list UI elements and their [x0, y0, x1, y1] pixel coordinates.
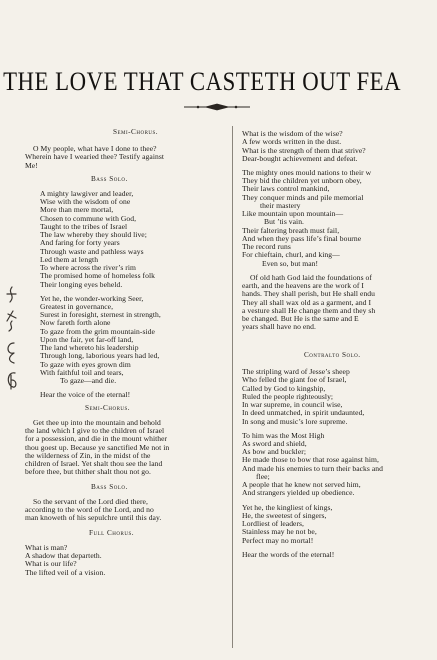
text-line: their mastery: [260, 201, 301, 210]
text-line: Greatest in governance,: [40, 302, 114, 311]
text-line: Like mountain upon mountain—: [242, 209, 344, 218]
text-line: To gaze—and die.: [60, 376, 117, 385]
text-line: To him was the Most High: [242, 431, 325, 440]
text-line: Wherein have I wearied thee? Testify against: [25, 152, 164, 161]
text-line: Led them at length: [40, 255, 99, 264]
text-line: hands. They shall perish, but He shall endu: [242, 289, 375, 298]
section-heading: Contralto Solo.: [304, 351, 361, 359]
text-line: They all shall wax old as a garment, and I: [242, 298, 372, 307]
text-line: Perfect may no mortal!: [242, 536, 314, 545]
text-line: So the servant of the Lord died there,: [33, 497, 148, 506]
text-line: To gaze with eyes grown dim: [40, 360, 131, 369]
text-line: They bid the children yet unborn obey,: [242, 176, 362, 185]
text-line: Ruled the people righteously;: [242, 392, 334, 401]
text-line: He, the sweetest of singers,: [242, 511, 327, 520]
handwritten-margin-note: [4, 285, 18, 397]
text-line: For chieftain, churl, and king—: [242, 250, 340, 259]
text-line: In war supreme, in council wise,: [242, 400, 343, 409]
text-line: Hear the words of the eternal!: [242, 550, 335, 559]
page-title: THE LOVE THAT CASTETH OUT FEA: [3, 66, 402, 96]
text-line: Stainless may he not be,: [242, 527, 317, 536]
text-line: according to the word of the Lord, and no: [25, 505, 154, 514]
text-line: What is the strength of them that strive?: [242, 146, 366, 155]
text-line: Through waste and pathless ways: [40, 247, 144, 256]
text-line: years shall have no end.: [242, 322, 316, 331]
text-line: They conquer minds and pile memorial: [242, 193, 364, 202]
text-line: Lordliest of leaders,: [242, 519, 304, 528]
text-line: A mighty lawgiver and leader,: [40, 189, 134, 198]
text-line: flee;: [256, 472, 270, 481]
text-line: What is the wisdom of the wise?: [242, 129, 343, 138]
text-line: O My people, what have I done to thee?: [33, 144, 157, 153]
text-line: And made his enemies to turn their backs and: [242, 464, 383, 473]
text-line: Their longing eyes beheld.: [40, 280, 123, 289]
text-line: The mighty ones mould nations to their w: [242, 168, 372, 177]
text-line: And faring for forty years: [40, 238, 120, 247]
text-line: be changed. But He is the same and E: [242, 314, 359, 323]
text-line: Their laws control mankind,: [242, 184, 330, 193]
text-line: Surest in foresight, sternest in strength,: [40, 310, 161, 319]
text-line: The land whereto his leadership: [40, 343, 139, 352]
text-line: Chosen to commune with God,: [40, 214, 137, 223]
text-line: Yet he, the wonder-working Seer,: [40, 294, 144, 303]
column-rule: [232, 126, 233, 648]
text-line: man knoweth of his sepulchre until this day.: [25, 513, 162, 522]
text-line: As sword and shield,: [242, 439, 307, 448]
text-line: As bow and buckler;: [242, 447, 307, 456]
text-line: Called by God to kingship,: [242, 384, 326, 393]
text-line: Upon the fair, yet far-off land,: [40, 335, 134, 344]
text-line: Yet he, the kingliest of kings,: [242, 503, 333, 512]
text-line: earth, and the heavens are the work of I: [242, 281, 364, 290]
text-line: thou goest up. Because ye sanctified Me not in: [25, 443, 170, 452]
text-line: a vesture shall He change them and they sh: [242, 306, 376, 315]
text-line: He made those to bow that rose against him,: [242, 455, 379, 464]
text-line: With faithful toil and tears,: [40, 368, 124, 377]
text-line: Taught to the tribes of Israel: [40, 222, 128, 231]
section-heading: Bass Solo.: [91, 175, 128, 183]
text-line: for a possession, and die in the mount whither: [25, 434, 168, 443]
text-line: the land which I give to the children of Israel: [25, 426, 165, 435]
text-line: In deed unmatched, in spirit undaunted,: [242, 408, 365, 417]
text-line: To gaze from the grim mountain-side: [40, 327, 155, 336]
text-line: before thee, but thither shalt thou not go.: [25, 467, 151, 476]
text-line: Me!: [25, 161, 38, 170]
text-line: Get thee up into the mountain and behold: [33, 418, 161, 427]
text-line: The law whereby they should live;: [40, 230, 147, 239]
text-line: The promised home of homeless folk: [40, 271, 155, 280]
title-ornament: [184, 103, 250, 111]
text-line: Of old hath God laid the foundations of: [250, 273, 372, 282]
text-line: The record runs: [242, 242, 291, 251]
section-heading: Bass Solo.: [91, 483, 128, 491]
text-line: To where across the river’s rim: [40, 263, 136, 272]
text-line: And strangers yielded up obedience.: [242, 488, 355, 497]
text-line: And when they pass life’s final bourne: [242, 234, 362, 243]
text-line: Wise with the wisdom of one: [40, 197, 131, 206]
text-line: The lifted veil of a vision.: [25, 568, 106, 577]
text-line: What is our life?: [25, 559, 77, 568]
text-line: But ’tis vain.: [264, 217, 305, 226]
text-line: Through long, laborious years had led,: [40, 351, 160, 360]
section-heading: Semi-Chorus.: [85, 404, 131, 412]
text-line: Who felled the giant foe of Israel,: [242, 375, 347, 384]
text-line: The stripling ward of Jesse’s sheep: [242, 367, 350, 376]
text-line: Dear-bought achievement and defeat.: [242, 154, 358, 163]
text-line: What is man?: [25, 543, 68, 552]
text-line: A people that he knew not served him,: [242, 480, 361, 489]
text-line: Their faltering breath must fail,: [242, 226, 340, 235]
section-heading: Semi-Chorus.: [113, 128, 159, 136]
section-heading: Full Chorus.: [89, 529, 135, 537]
text-line: In song and music’s lore supreme.: [242, 417, 348, 426]
text-line: Even so, but man!: [262, 259, 319, 268]
text-line: A shadow that departeth.: [25, 551, 102, 560]
text-line: Hear the voice of the eternal!: [40, 390, 131, 399]
text-line: More than mere mortal,: [40, 205, 114, 214]
text-line: the wilderness of Zin, in the midst of the: [25, 451, 151, 460]
text-line: A few words written in the dust.: [242, 137, 342, 146]
text-line: Now fareth forth alone: [40, 318, 111, 327]
text-line: children of Israel. Yet shalt thou see the land: [25, 459, 163, 468]
